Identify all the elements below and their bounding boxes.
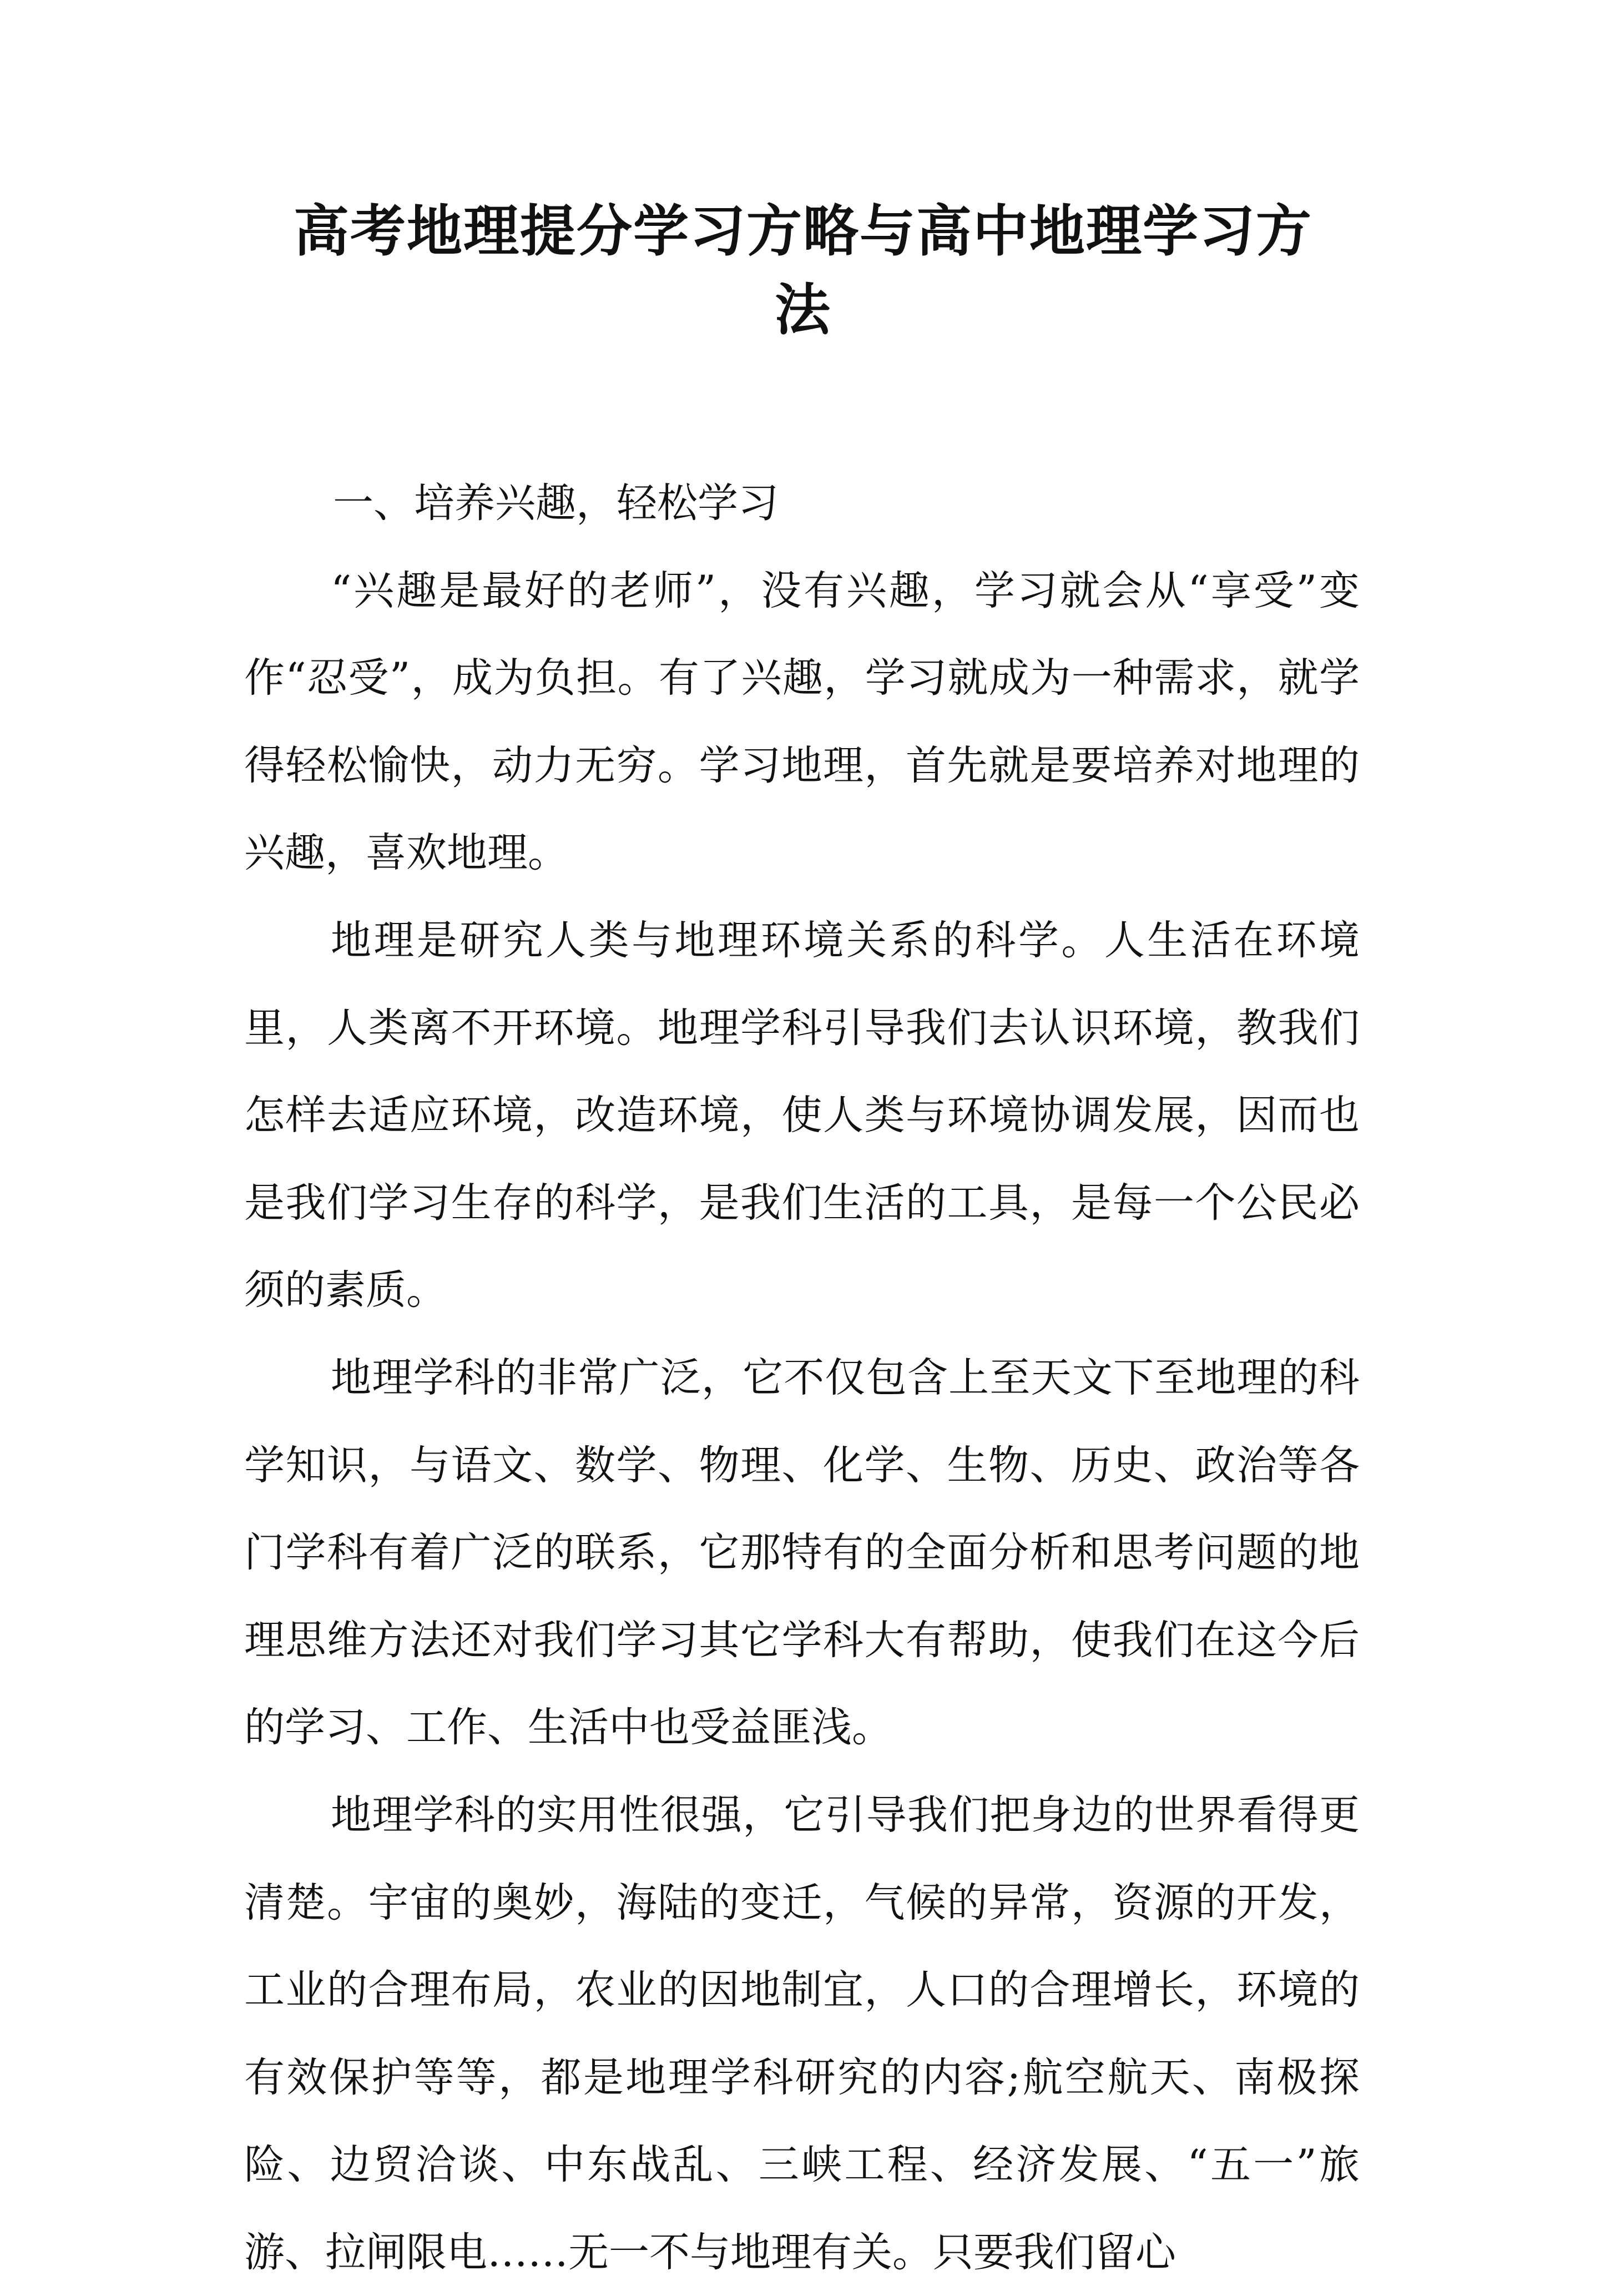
document-title — [233, 191, 1373, 349]
document-body — [244, 460, 1360, 2296]
paragraph-2: 地理是研究人类与地理环境关系的科学。人生活在环境里，人类离不开环境。地理学科引导我们去认识环境，教我们怎样去适应环境，改造环境，使人类与环境协调发展，因而也是我们学习生存的科学，是我们生活的工具，是每一个公民必须的素质。 — [244, 916, 1360, 1314]
paragraph-1: “兴趣是最好的老师”，没有兴趣，学习就会从“享受”变作“忍受”，成为负担。有了兴趣，学习就成为一种需求，就学得轻松愉快，动力无穷。学习地理，首先就是要培养对地理的兴趣，喜欢地理。 — [244, 567, 1360, 877]
title-line-1: 高考地理提分学习方略与高中地理学习方 — [294, 198, 1312, 264]
paragraph-3: 地理学科的非常广泛，它不仅包含上至天文下至地理的科学知识，与语文、数学、物理、化学、生物、历史、政治等各门学科有着广泛的联系，它那特有的全面分析和思考问题的地理思维方法还对我们学习其它学科大有帮助，使我们在这今后的学习、工作、生活中也受益匪浅。 — [244, 1354, 1360, 1752]
paragraph-4: 地理学科的实用性很强，它引导我们把身边的世界看得更清楚。宇宙的奥妙，海陆的变迁，气候的异常，资源的开发，工业的合理布局，农业的因地制宜，人口的合理增长，环境的有效保护等等，都是地理学科研究的内容;航空航天、南极探险、边贸洽谈、中东战乱、三峡工程、经济发展、“五一”旅游、拉闸限电……无一不与地理有关。只要我们留心 — [244, 1791, 1360, 2276]
title-line-2: 法 — [775, 277, 831, 342]
section-heading: 一、培养兴趣，轻松学习 — [333, 480, 779, 527]
